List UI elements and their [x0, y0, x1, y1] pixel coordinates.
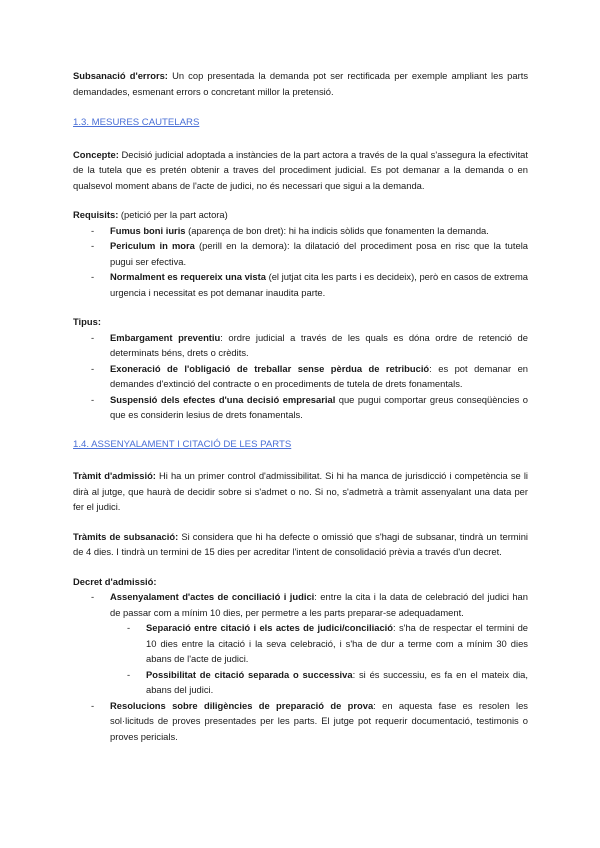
list-item	[73, 238, 528, 269]
concepte-text: Decisió judicial adoptada a instàncies de la part actora a través de la qual s'assegura la efectivitat de la tutela que es pretén obtenir a traves del procediment judicial. Es pot demanar a la demanda o en qualsevol moment abans de l'acte de judici, no és necessari que sigui a la demanda.	[73, 148, 528, 191]
list-item-label: Assenyalament d'actes de conciliació i judici	[110, 591, 315, 602]
list-item	[73, 698, 528, 745]
list-item-text: (perill en la demora): la dilatació del procediment posa en risc que la tutela pugui ser efectiva.	[110, 240, 528, 267]
list-item-label: Resolucions sobre diligències de preparació de prova	[110, 699, 374, 711]
list-item	[73, 223, 528, 239]
list-item	[73, 392, 528, 423]
section-heading-1-4: 1.4. ASSENYALAMENT I CITACIÓ DE LES PARTS	[73, 438, 292, 450]
decret-admissio-sublist	[73, 620, 528, 698]
tipus-label: Tipus:	[73, 316, 101, 327]
tipus-list	[73, 330, 528, 423]
document-page	[73, 68, 528, 744]
list-item	[73, 361, 528, 392]
decret-admissio-paragraph	[73, 574, 528, 590]
decret-admissio-list	[73, 589, 528, 620]
list-item-label: Normalment es requereix una vista	[110, 271, 266, 282]
tramits-subsanacio-text: Si considera que hi ha defecte o omissió que s'hagi de subsanar, tindrà un termini de 4 dies. I tindrà un termini de 15 dies per acreditar l'intent de consolidació prèvia a través d'un decret.	[73, 530, 528, 557]
tramit-admissio-paragraph	[73, 468, 528, 515]
concepte-paragraph	[73, 147, 528, 194]
requisits-list	[73, 223, 528, 301]
list-item-label: Embargament preventiu	[110, 331, 221, 343]
sub-list-item-label: Possibilitat de citació separada o successiva	[146, 668, 353, 680]
tramit-admissio-text: Hi ha un primer control d'admissibilitat. Si hi ha manca de jurisdicció i competència se li dirà al jutge, que haurà de decidir sobre si s'admet o no. Si no, s'admetrà a tràmit assenyalant una data per fer el judici.	[73, 470, 528, 512]
list-item-text: : entre la cita i la data de celebració del judici han de passar com a mínim 10 dies, per permetre a les parts preparar-se adequadament.	[110, 591, 528, 618]
requisits-paragraph	[73, 207, 528, 223]
sub-list-item-text: : s'ha de respectar el termini de 10 dies entre la citació i la seva celebració, i s'ha de dur a terme com a mínim 30 dies abans de l'acte de judici.	[146, 622, 529, 664]
list-item-label: Suspensió dels efectes d'una decisió empresarial	[110, 393, 336, 405]
subsanacio-errors-paragraph	[73, 68, 528, 99]
decret-admissio-list-cont	[73, 698, 528, 745]
tipus-paragraph	[73, 314, 528, 330]
list-item-label: Periculum in mora	[110, 240, 195, 251]
list-item	[73, 269, 528, 300]
list-item-label: Fumus boni iuris	[110, 224, 186, 236]
sub-list-item	[73, 667, 528, 698]
tramit-admissio-label: Tràmit d'admissió:	[73, 470, 156, 481]
list-item-text: : es pot demanar en demandes d'extinció del contracte o en procediments de tutela de drets fonamentals.	[110, 362, 528, 389]
list-item-text: (aparença de bon dret): hi ha indicis sòlids que fonamenten la demanda.	[185, 224, 489, 236]
decret-admissio-label: Decret d'admissió:	[73, 575, 157, 587]
requisits-text: (petició per la part actora)	[118, 209, 228, 220]
tramits-subsanacio-paragraph	[73, 529, 528, 560]
sub-list-item	[73, 620, 528, 667]
list-item	[73, 330, 528, 361]
sub-list-item-text: : si és successiu, es fa en el mateix dia, abans del judici.	[146, 668, 528, 695]
list-item-text: : ordre judicial a través de les quals es dóna ordre de retenció de determinats béns, drets o crèdits.	[110, 331, 528, 358]
sub-list-item-label: Separació entre citació i els actes de judici/conciliació	[146, 622, 394, 633]
subsanacio-errors-text: Un cop presentada la demanda pot ser rectificada per exemple ampliant les parts demandades, esmenant errors o concretant millor la pretensió.	[73, 70, 529, 97]
list-item-text: : en aquesta fase es resolen les sol·licituds de proves presentades per les parts. El jutge pot requerir documentació, testimonis o proves pericials.	[110, 699, 528, 742]
list-item-text: (el jutjat cita les parts i es decideix), però en casos de extrema urgencia i necessitat es pot demanar inaudita parte.	[110, 271, 528, 298]
subsanacio-errors-label: Subsanació d'errors:	[73, 70, 168, 81]
list-item	[73, 589, 528, 620]
list-item-text: que pugui comportar greus conseqüències o que es considerin lesius de drets fonamentals.	[110, 393, 528, 420]
requisits-label: Requisits:	[73, 209, 119, 220]
concepte-label: Concepte:	[73, 148, 119, 160]
section-heading-1-3: 1.3. MESURES CAUTELARS	[73, 117, 200, 128]
tramits-subsanacio-label: Tràmits de subsanació:	[73, 530, 179, 542]
list-item-label: Exoneració de l'obligació de treballar sense pèrdua de retribució	[110, 362, 430, 374]
